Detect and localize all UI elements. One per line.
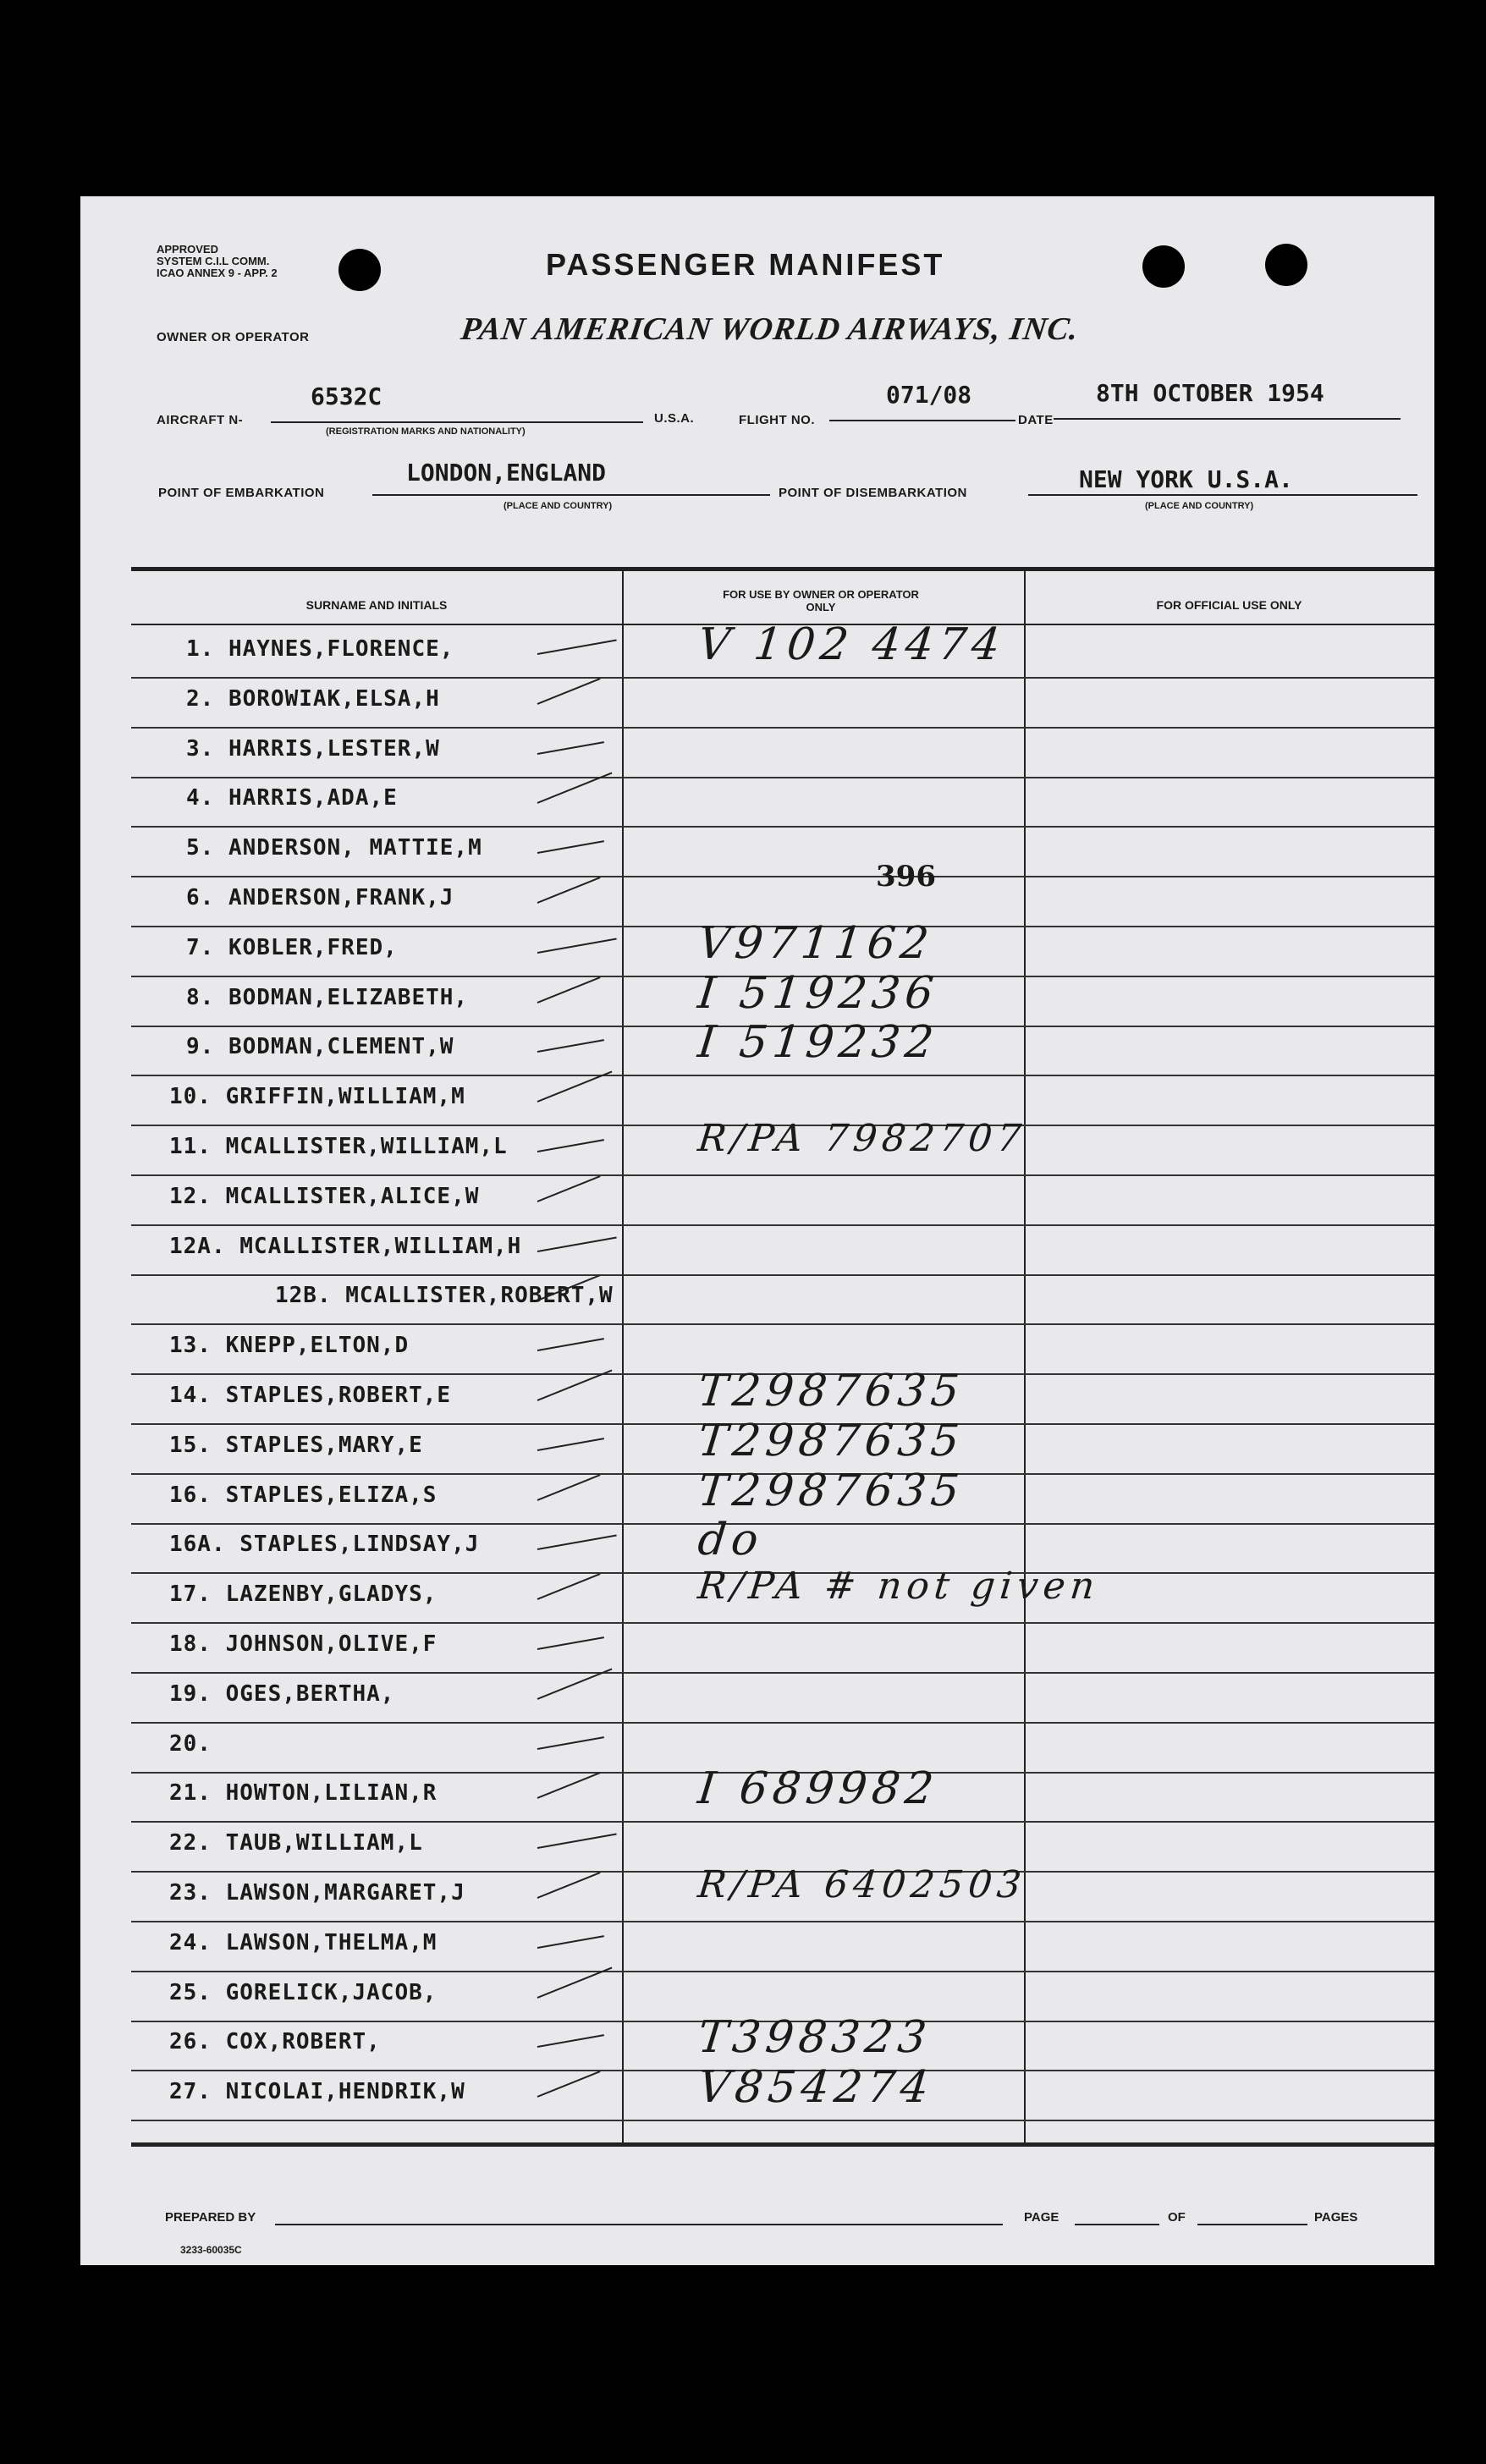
table-row [131,1863,1434,1922]
document-number: I 519236 [695,967,941,1019]
form-number: 3233-60035C [180,2244,242,2256]
table-row [131,728,1434,778]
usa-label: U.S.A. [654,411,695,426]
check-mark [537,1438,604,1451]
check-mark [537,1474,601,1501]
disembarkation-place-note: (PLACE AND COUNTRY) [1145,501,1254,511]
passenger-name: 13. KNEPP,ELTON,D [169,1333,410,1359]
check-mark [537,1935,604,1949]
table-row [131,1274,1434,1325]
passenger-name: 16A. STAPLES,LINDSAY,J [169,1532,480,1558]
stamp-number: 396 [876,860,936,894]
disembarkation-label: POINT OF DISEMBARKATION [779,486,967,500]
check-mark [537,1369,613,1400]
check-mark [537,640,617,655]
table-row [131,1117,1434,1176]
date-label: DATE [1018,413,1054,427]
check-mark [537,1834,617,1849]
check-mark [537,1636,604,1650]
embarkation-label: POINT OF EMBARKATION [158,486,325,500]
check-mark [537,1668,613,1699]
passenger-name: 8. BODMAN,ELIZABETH, [186,984,469,1010]
passenger-name: 21. HOWTON,LILIAN,R [169,1780,438,1807]
passenger-name: 16. STAPLES,ELIZA,S [169,1482,438,1508]
table-row [131,827,1434,877]
table-row [131,678,1434,729]
check-mark [537,1736,604,1750]
passenger-name: 10. GRIFFIN,WILLIAM,M [169,1084,465,1110]
col-owner-header: FOR USE BY OWNER OR OPERATOR ONLY [723,588,919,613]
table-row [131,1763,1434,1823]
check-mark [537,938,617,953]
aircraft-value: 6532C [311,382,383,410]
passenger-name: 2. BOROWIAK,ELSA,H [186,685,440,712]
check-mark [537,2035,604,2049]
passenger-name: 4. HARRIS,ADA,E [186,785,398,811]
document-number: V854274 [695,2062,937,2114]
document-number: T2987635 [695,1415,967,1466]
table-row [131,1175,1434,1226]
table-row [131,1465,1434,1525]
table-row [131,619,1434,679]
passenger-name: 14. STAPLES,ROBERT,E [169,1383,452,1408]
passenger-name: 1. HAYNES,FLORENCE, [186,636,454,662]
check-mark [537,678,601,705]
check-mark [537,1872,601,1899]
flight-value: 071/08 [886,381,972,409]
document-number: V 102 4474 [695,619,1008,670]
passenger-name: 12. MCALLISTER,ALICE,W [169,1183,480,1209]
passenger-name: 27. NICOLAI,HENDRIK,W [169,2079,465,2105]
document-number: T2987635 [695,1465,967,1516]
passenger-name: 25. GORELICK,JACOB, [169,1979,438,2005]
passenger-name: 24. LAWSON,THELMA,M [169,1929,438,1955]
document-number: V971162 [695,917,937,969]
check-mark [537,1175,601,1202]
document-number: T398323 [695,2012,934,2064]
registration-note: (REGISTRATION MARKS AND NATIONALITY) [326,426,526,437]
passenger-name: 19. OGES,BERTHA, [169,1680,395,1707]
passenger-name: 26. COX,ROBERT, [169,2029,381,2055]
col-official-header: FOR OFFICIAL USE ONLY [1156,598,1302,612]
owner-label: OWNER OR OPERATOR [157,330,310,344]
prepared-by-label: PREPARED BY [165,2210,256,2225]
check-mark [537,1966,613,1998]
passenger-name: 12B. MCALLISTER,ROBERT,W [275,1283,614,1309]
check-mark [537,1772,601,1799]
check-mark [537,1139,604,1152]
passenger-name: 7. KOBLER,FRED, [186,934,398,960]
disembarkation-value: NEW YORK U.S.A. [1079,465,1293,493]
document-number: I 519232 [695,1017,941,1069]
embarkation-place-note: (PLACE AND COUNTRY) [504,501,613,511]
passenger-name: 5. ANDERSON, MATTIE,M [186,835,482,861]
table-row [131,1565,1434,1624]
page-label: PAGE [1024,2210,1059,2225]
of-label: OF [1168,2210,1186,2225]
check-mark [537,1236,617,1251]
embarkation-value: LONDON,ENGLAND [406,459,607,487]
document-number: R/PA # not given [696,1565,1102,1609]
approval-notice: APPROVED SYSTEM C.I.L COMM. ICAO ANNEX 9 - APP. 2 [157,243,278,279]
check-mark [537,773,613,804]
document-number: I 689982 [695,1763,941,1815]
table-row [131,1623,1434,1674]
date-value: 8TH OCTOBER 1954 [1096,379,1324,407]
passenger-name: 3. HARRIS,LESTER,W [186,735,440,762]
check-mark [537,840,604,854]
passenger-name: 17. LAZENBY,GLADYS, [169,1581,438,1608]
check-mark [537,1338,604,1351]
passenger-name: 23. LAWSON,MARGARET,J [169,1880,465,1906]
check-mark [537,1573,601,1600]
check-mark [537,2071,601,2098]
passenger-name: 20. [169,1730,212,1757]
document-number: R/PA 7982707 [696,1117,1028,1160]
passenger-name: 9. BODMAN,CLEMENT,W [186,1034,454,1060]
punch-hole-mid [1142,245,1185,288]
document-number: do [695,1515,766,1566]
check-mark [537,741,604,755]
check-mark [537,1071,613,1103]
punch-hole-left [338,249,381,291]
table-row [131,1225,1434,1276]
pages-label: PAGES [1314,2210,1358,2225]
passenger-name: 22. TAUB,WILLIAM,L [169,1830,423,1856]
check-mark [537,976,601,1004]
document-number: T2987635 [695,1366,967,1416]
passenger-name: 6. ANDERSON,FRANK,J [186,885,454,910]
passenger-name: 15. STAPLES,MARY,E [169,1432,423,1458]
punch-hole-right [1265,244,1307,286]
document-number: R/PA 6402503 [696,1863,1028,1906]
check-mark [537,877,601,904]
table-row [131,2062,1434,2121]
passenger-name: 11. MCALLISTER,WILLIAM,L [169,1134,508,1159]
table-row [131,1017,1434,1076]
table-row [131,777,1434,828]
flight-label: FLIGHT NO. [739,413,815,427]
company-name: PAN AMERICAN WORLD AIRWAYS, INC. [459,311,1081,347]
manifest-sheet [80,196,1434,2265]
col-surname-header: SURNAME AND INITIALS [305,598,448,612]
passenger-name: 12A. MCALLISTER,WILLIAM,H [169,1233,522,1259]
page-title: PASSENGER MANIFEST [546,247,945,282]
aircraft-label: AIRCRAFT N- [157,413,244,427]
check-mark [537,1040,604,1053]
check-mark [537,1535,617,1550]
table-row [131,1673,1434,1724]
table-row [131,1922,1434,1972]
passenger-name: 18. JOHNSON,OLIVE,F [169,1631,438,1657]
